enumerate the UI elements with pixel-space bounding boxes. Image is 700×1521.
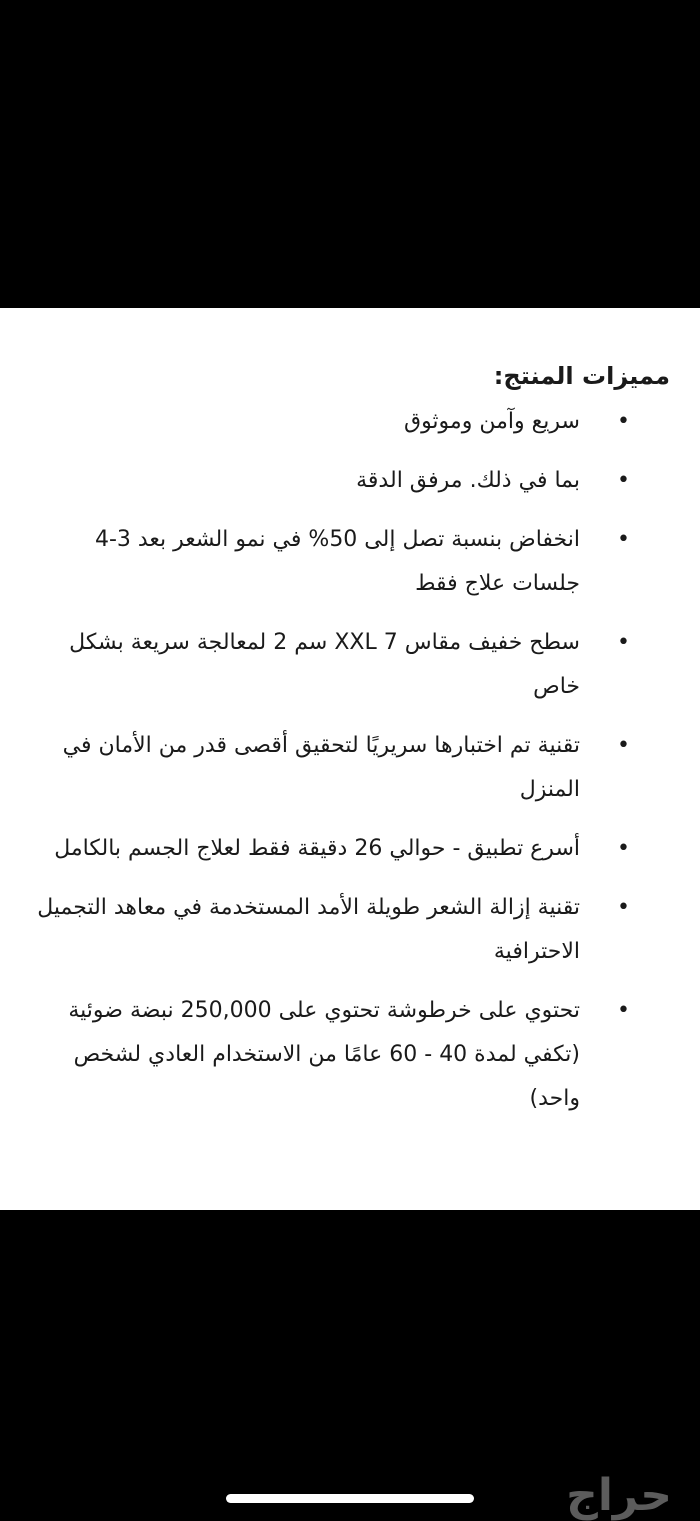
bullet-icon: • [617, 895, 630, 920]
list-item [30, 400, 670, 444]
feature-text: أسرع تطبيق - حوالي 26 دقيقة فقط لعلاج الجسم بالكامل [54, 836, 580, 861]
content-panel [0, 308, 700, 1210]
bullet-icon: • [617, 630, 630, 655]
haraj-watermark-logo: حراج [566, 1470, 672, 1521]
list-item [30, 518, 670, 606]
list-item [30, 886, 670, 974]
bullet-icon: • [617, 527, 630, 552]
feature-text: بما في ذلك. مرفق الدقة [356, 468, 580, 493]
bullet-icon: • [617, 836, 630, 861]
feature-text: تحتوي على خرطوشة تحتوي على 250,000 نبضة ضوئية (تكفي لمدة 40 - 60 عامًا من الاستخدام العادي لشخص واحد) [68, 998, 580, 1111]
features-list [30, 400, 670, 1121]
feature-text: سطح خفيف مقاس XXL 7 سم 2 لمعالجة سريعة بشكل خاص [69, 630, 580, 699]
bullet-icon: • [617, 733, 630, 758]
list-item [30, 459, 670, 503]
features-section [30, 358, 670, 1136]
top-black-area [0, 0, 700, 308]
feature-text: تقنية إزالة الشعر طويلة الأمد المستخدمة في معاهد التجميل الاحترافية [37, 895, 580, 964]
list-item [30, 989, 670, 1121]
feature-text: سريع وآمن وموثوق [404, 409, 580, 434]
bullet-icon: • [617, 409, 630, 434]
section-heading: مميزات المنتج: [493, 362, 670, 390]
list-item [30, 724, 670, 812]
home-indicator-bar[interactable] [226, 1494, 474, 1503]
bullet-icon: • [617, 998, 630, 1023]
list-item [30, 827, 670, 871]
feature-text: انخفاض بنسبة تصل إلى 50% في نمو الشعر بعد 3-4 جلسات علاج فقط [94, 527, 580, 596]
feature-text: تقنية تم اختبارها سريريًا لتحقيق أقصى قدر من الأمان في المنزل [62, 733, 580, 802]
list-item [30, 621, 670, 709]
bullet-icon: • [617, 468, 630, 493]
